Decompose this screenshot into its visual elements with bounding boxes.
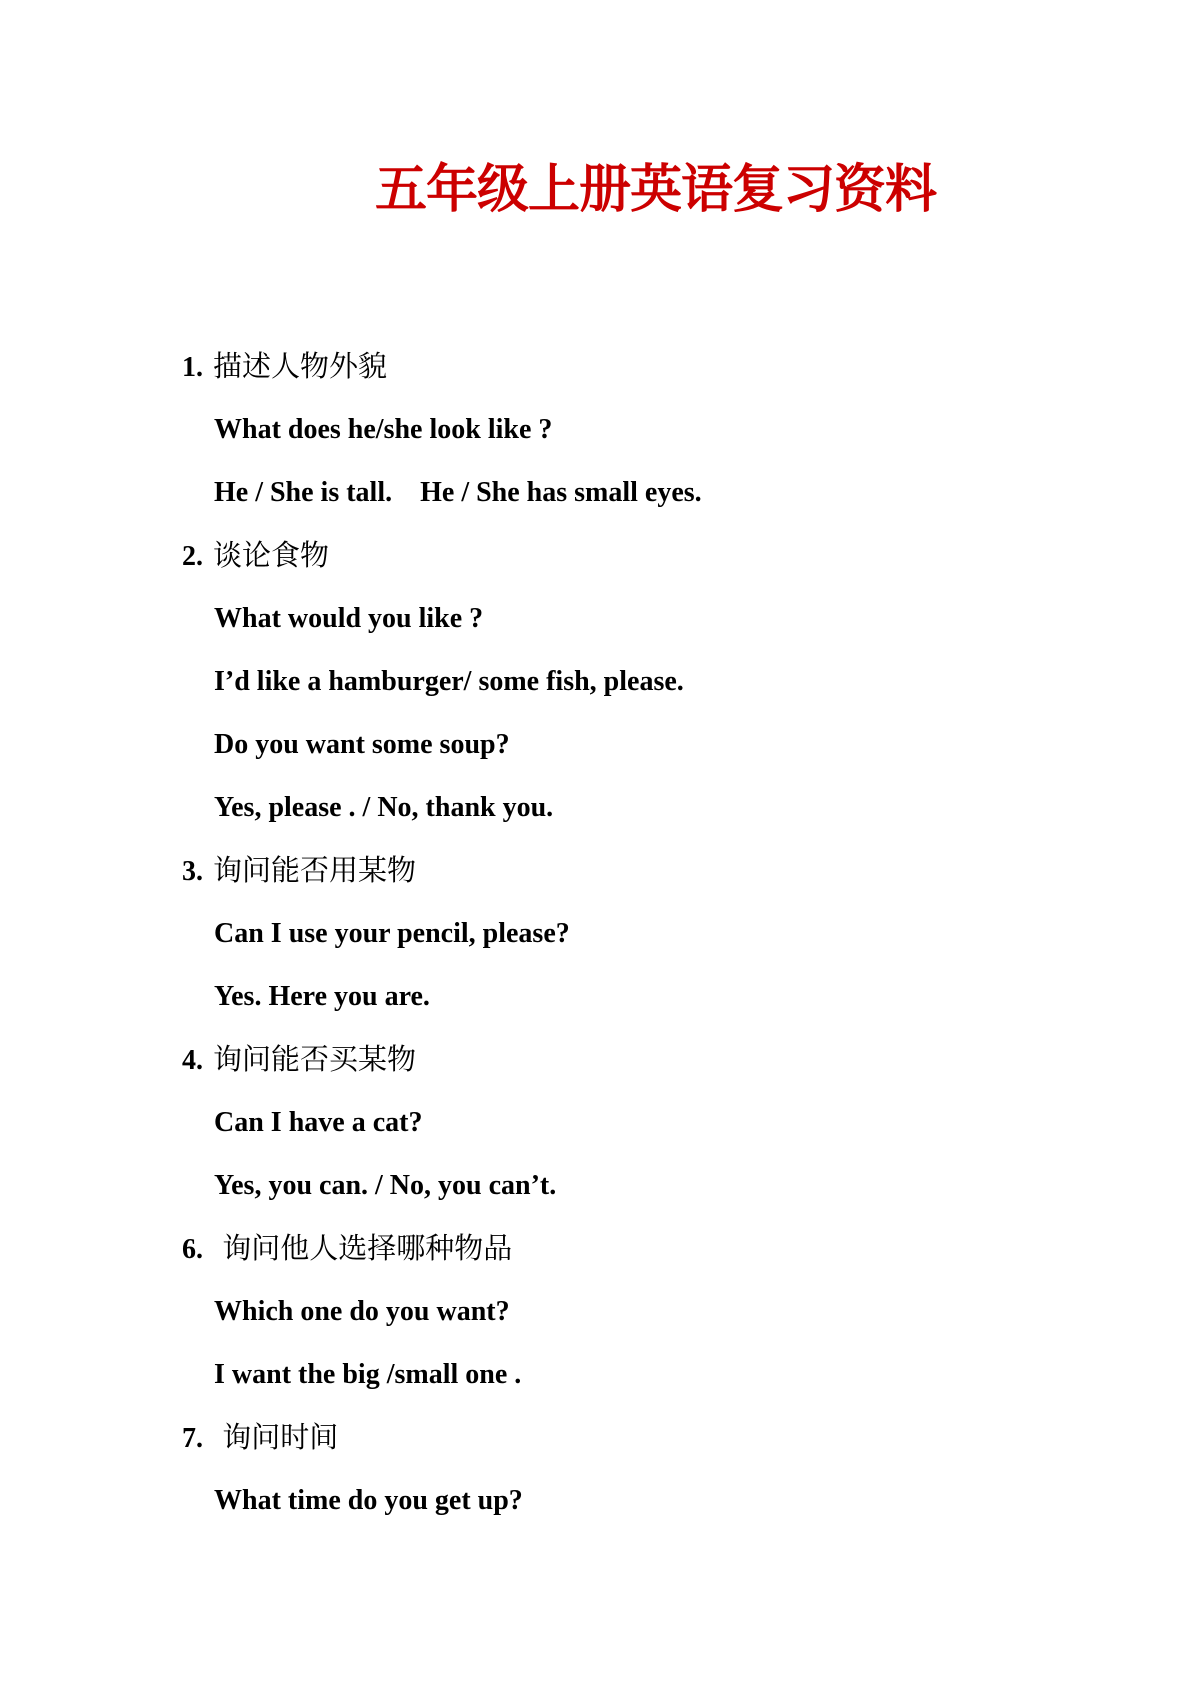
example-sentence: What time do you get up? [214, 1485, 523, 1516]
page-title: 五年级上册英语复习资料 [374, 160, 936, 220]
section-heading [182, 1217, 702, 1280]
section-number: 4. [182, 1045, 203, 1076]
section-title: 询问能否买某物 [213, 1042, 417, 1076]
example-sentence: Yes. Here you are. [214, 981, 430, 1012]
section-heading [182, 1028, 702, 1091]
section-title: 描述人物外貌 [213, 349, 388, 383]
section-title: 询问他人选择哪种物品 [213, 1231, 513, 1265]
example-sentence: Can I use your pencil, please? [214, 918, 570, 949]
section-title: 询问能否用某物 [213, 853, 417, 887]
section-title: 询问时间 [213, 1420, 339, 1454]
example-sentence: Yes, you can. / No, you can’t. [214, 1170, 557, 1201]
example-sentence: He / She is tall. He / She has small eyes. [214, 477, 702, 508]
section-heading [182, 839, 702, 902]
example-sentence: I want the big /small one . [214, 1359, 522, 1390]
section-heading [182, 524, 702, 587]
example-sentence: Yes, please . / No, thank you. [214, 792, 554, 823]
example-sentence: Can I have a cat? [214, 1107, 423, 1138]
section-number: 7. [182, 1423, 203, 1454]
example-sentence: Which one do you want? [214, 1296, 510, 1327]
section-heading [182, 1406, 702, 1469]
section-number: 6. [182, 1234, 203, 1265]
document-body [182, 335, 702, 1532]
section-number: 2. [182, 541, 203, 572]
section-number: 3. [182, 856, 203, 887]
example-sentence: I’d like a hamburger/ some fish, please. [214, 666, 684, 697]
example-sentence: What does he/she look like ? [214, 414, 553, 445]
example-sentence: What would you like ? [214, 603, 484, 634]
section-heading [182, 335, 702, 398]
example-sentence: Do you want some soup? [214, 729, 510, 760]
section-number: 1. [182, 352, 203, 383]
section-title: 谈论食物 [213, 538, 330, 572]
